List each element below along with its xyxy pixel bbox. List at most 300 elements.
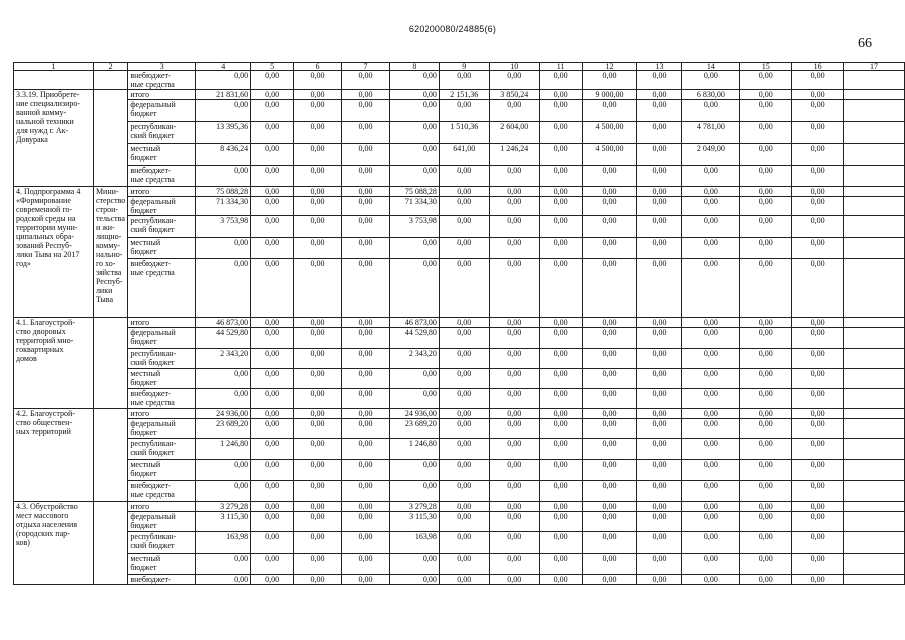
table-row bbox=[14, 328, 905, 349]
empty-cell bbox=[844, 554, 905, 575]
funding-source: республикан- ский бюджет bbox=[128, 439, 196, 460]
amount-cell: 0,00 bbox=[341, 439, 389, 460]
amount-cell: 0,00 bbox=[439, 216, 489, 238]
amount-cell: 0,00 bbox=[740, 166, 792, 187]
amount-cell: 0,00 bbox=[294, 318, 342, 328]
table-row bbox=[14, 481, 905, 502]
amount-cell: 0,00 bbox=[582, 197, 637, 216]
table-row bbox=[14, 389, 905, 409]
amount-cell: 3 279,28 bbox=[389, 502, 439, 512]
amount-cell: 0,00 bbox=[582, 512, 637, 532]
amount-cell: 0,00 bbox=[341, 349, 389, 369]
amount-cell: 0,00 bbox=[389, 144, 439, 166]
column-number-header: 1 bbox=[14, 63, 94, 71]
amount-cell: 0,00 bbox=[740, 349, 792, 369]
amount-cell: 0,00 bbox=[489, 439, 539, 460]
amount-cell: 0,00 bbox=[682, 439, 740, 460]
amount-cell: 4 500,00 bbox=[582, 144, 637, 166]
column-number-header: 6 bbox=[294, 63, 342, 71]
amount-cell: 0,00 bbox=[389, 122, 439, 144]
column-number-header: 10 bbox=[489, 63, 539, 71]
amount-cell: 0,00 bbox=[539, 409, 582, 419]
amount-cell: 0,00 bbox=[251, 144, 294, 166]
amount-cell: 0,00 bbox=[341, 90, 389, 100]
funding-source: внебюджет- ные средства bbox=[128, 481, 196, 502]
amount-cell: 0,00 bbox=[637, 369, 682, 389]
column-number-header: 17 bbox=[844, 63, 905, 71]
amount-cell: 2 343,20 bbox=[389, 349, 439, 369]
empty-cell bbox=[844, 71, 905, 90]
amount-cell: 0,00 bbox=[637, 122, 682, 144]
column-number-header: 11 bbox=[539, 63, 582, 71]
table-row bbox=[14, 439, 905, 460]
amount-cell: 0,00 bbox=[582, 328, 637, 349]
amount-cell: 0,00 bbox=[682, 197, 740, 216]
amount-cell: 0,00 bbox=[582, 439, 637, 460]
amount-cell: 0,00 bbox=[740, 122, 792, 144]
empty-cell bbox=[844, 187, 905, 197]
empty-cell bbox=[844, 512, 905, 532]
responsible-executor bbox=[93, 502, 127, 585]
amount-cell: 0,00 bbox=[582, 318, 637, 328]
amount-cell: 0,00 bbox=[439, 554, 489, 575]
amount-cell: 23 689,20 bbox=[196, 419, 251, 439]
amount-cell: 0,00 bbox=[792, 328, 844, 349]
amount-cell: 0,00 bbox=[489, 71, 539, 90]
column-number-header: 13 bbox=[637, 63, 682, 71]
amount-cell: 0,00 bbox=[740, 389, 792, 409]
amount-cell: 0,00 bbox=[539, 460, 582, 481]
amount-cell: 0,00 bbox=[637, 90, 682, 100]
amount-cell: 0,00 bbox=[251, 122, 294, 144]
amount-cell: 0,00 bbox=[539, 389, 582, 409]
responsible-executor bbox=[93, 318, 127, 409]
amount-cell: 0,00 bbox=[341, 460, 389, 481]
table-row bbox=[14, 575, 905, 585]
amount-cell: 0,00 bbox=[341, 100, 389, 122]
amount-cell: 0,00 bbox=[389, 481, 439, 502]
amount-cell: 0,00 bbox=[341, 197, 389, 216]
amount-cell: 75 088,28 bbox=[196, 187, 251, 197]
column-number-header: 16 bbox=[792, 63, 844, 71]
amount-cell: 0,00 bbox=[740, 187, 792, 197]
amount-cell: 0,00 bbox=[740, 259, 792, 318]
amount-cell: 0,00 bbox=[294, 100, 342, 122]
amount-cell: 0,00 bbox=[389, 238, 439, 259]
column-number-header: 8 bbox=[389, 63, 439, 71]
amount-cell: 0,00 bbox=[792, 318, 844, 328]
activity-name: 4. Подпрограмма 4 «Формирование современной го- родской среды на территории муни- ципальных обра- зований Респуб- лики Тыва на 2017 год» bbox=[14, 187, 94, 318]
amount-cell: 0,00 bbox=[637, 349, 682, 369]
funding-source: федеральный бюджет bbox=[128, 197, 196, 216]
amount-cell: 163,98 bbox=[196, 532, 251, 554]
amount-cell: 0,00 bbox=[637, 512, 682, 532]
amount-cell: 0,00 bbox=[682, 166, 740, 187]
amount-cell: 0,00 bbox=[489, 502, 539, 512]
column-number-header: 2 bbox=[93, 63, 127, 71]
amount-cell: 0,00 bbox=[637, 409, 682, 419]
table-row bbox=[14, 197, 905, 216]
column-number-header: 7 bbox=[341, 63, 389, 71]
amount-cell: 0,00 bbox=[740, 328, 792, 349]
amount-cell: 0,00 bbox=[539, 197, 582, 216]
amount-cell: 44 529,80 bbox=[196, 328, 251, 349]
amount-cell: 0,00 bbox=[489, 575, 539, 585]
empty-cell bbox=[844, 419, 905, 439]
funding-source: федеральный бюджет bbox=[128, 512, 196, 532]
amount-cell: 0,00 bbox=[539, 328, 582, 349]
amount-cell: 0,00 bbox=[341, 259, 389, 318]
amount-cell: 0,00 bbox=[682, 238, 740, 259]
column-number-header: 12 bbox=[582, 63, 637, 71]
amount-cell: 9 000,00 bbox=[582, 90, 637, 100]
amount-cell: 0,00 bbox=[341, 122, 389, 144]
table-row bbox=[14, 512, 905, 532]
amount-cell: 3 115,30 bbox=[196, 512, 251, 532]
amount-cell: 2 049,00 bbox=[682, 144, 740, 166]
funding-source: местный бюджет bbox=[128, 238, 196, 259]
amount-cell: 0,00 bbox=[582, 460, 637, 481]
funding-source: внебюджет- ные средства bbox=[128, 71, 196, 90]
amount-cell: 0,00 bbox=[740, 238, 792, 259]
amount-cell: 0,00 bbox=[682, 259, 740, 318]
amount-cell: 2 343,20 bbox=[196, 349, 251, 369]
empty-cell bbox=[844, 481, 905, 502]
empty-cell bbox=[844, 575, 905, 585]
amount-cell: 0,00 bbox=[341, 187, 389, 197]
amount-cell: 0,00 bbox=[792, 122, 844, 144]
activity-name: 4.2. Благоустрой- ство обществен- ных территорий bbox=[14, 409, 94, 502]
amount-cell: 0,00 bbox=[341, 144, 389, 166]
empty-cell bbox=[844, 144, 905, 166]
table-row bbox=[14, 216, 905, 238]
table-row bbox=[14, 259, 905, 318]
amount-cell: 0,00 bbox=[637, 389, 682, 409]
column-number-header: 4 bbox=[196, 63, 251, 71]
amount-cell: 0,00 bbox=[637, 419, 682, 439]
amount-cell: 0,00 bbox=[792, 71, 844, 90]
responsible-executor bbox=[93, 71, 127, 90]
funding-source: федеральный бюджет bbox=[128, 419, 196, 439]
amount-cell: 0,00 bbox=[582, 216, 637, 238]
column-number-row bbox=[14, 63, 905, 71]
funding-source: итого bbox=[128, 318, 196, 328]
funding-source: местный бюджет bbox=[128, 144, 196, 166]
amount-cell: 0,00 bbox=[389, 554, 439, 575]
table-row bbox=[14, 100, 905, 122]
funding-source: местный бюджет bbox=[128, 369, 196, 389]
amount-cell: 0,00 bbox=[341, 554, 389, 575]
funding-source: местный бюджет bbox=[128, 554, 196, 575]
amount-cell: 0,00 bbox=[439, 409, 489, 419]
amount-cell: 0,00 bbox=[682, 419, 740, 439]
amount-cell: 641,00 bbox=[439, 144, 489, 166]
column-number-header: 14 bbox=[682, 63, 740, 71]
amount-cell: 0,00 bbox=[196, 238, 251, 259]
table-row bbox=[14, 122, 905, 144]
amount-cell: 0,00 bbox=[792, 460, 844, 481]
amount-cell: 0,00 bbox=[582, 532, 637, 554]
amount-cell: 0,00 bbox=[489, 460, 539, 481]
empty-cell bbox=[844, 197, 905, 216]
amount-cell: 0,00 bbox=[682, 460, 740, 481]
funding-source: итого bbox=[128, 90, 196, 100]
amount-cell: 0,00 bbox=[196, 481, 251, 502]
amount-cell: 0,00 bbox=[740, 90, 792, 100]
amount-cell: 0,00 bbox=[251, 502, 294, 512]
amount-cell: 0,00 bbox=[682, 481, 740, 502]
amount-cell: 0,00 bbox=[740, 318, 792, 328]
empty-cell bbox=[844, 166, 905, 187]
amount-cell: 0,00 bbox=[489, 481, 539, 502]
amount-cell: 0,00 bbox=[389, 575, 439, 585]
amount-cell: 0,00 bbox=[196, 71, 251, 90]
amount-cell: 3 753,98 bbox=[389, 216, 439, 238]
amount-cell: 0,00 bbox=[489, 100, 539, 122]
amount-cell: 0,00 bbox=[294, 409, 342, 419]
amount-cell: 0,00 bbox=[740, 460, 792, 481]
amount-cell: 0,00 bbox=[489, 419, 539, 439]
amount-cell: 0,00 bbox=[637, 144, 682, 166]
amount-cell: 0,00 bbox=[251, 369, 294, 389]
amount-cell: 0,00 bbox=[637, 439, 682, 460]
amount-cell: 0,00 bbox=[740, 481, 792, 502]
responsible-executor: Мини- стерство строи- тельства и жи- лищно- комму- нально- го хо- зяйства Респуб- лики Тыва bbox=[93, 187, 127, 318]
table-row bbox=[14, 318, 905, 328]
amount-cell: 0,00 bbox=[582, 419, 637, 439]
amount-cell: 23 689,20 bbox=[389, 419, 439, 439]
amount-cell: 0,00 bbox=[489, 369, 539, 389]
amount-cell: 0,00 bbox=[294, 419, 342, 439]
amount-cell: 0,00 bbox=[682, 389, 740, 409]
amount-cell: 0,00 bbox=[792, 349, 844, 369]
amount-cell: 0,00 bbox=[294, 389, 342, 409]
empty-cell bbox=[844, 460, 905, 481]
amount-cell: 0,00 bbox=[341, 502, 389, 512]
amount-cell: 0,00 bbox=[196, 554, 251, 575]
amount-cell: 0,00 bbox=[341, 318, 389, 328]
amount-cell: 0,00 bbox=[341, 71, 389, 90]
budget-table bbox=[13, 62, 905, 585]
table-body bbox=[14, 71, 905, 585]
amount-cell: 0,00 bbox=[792, 512, 844, 532]
amount-cell: 0,00 bbox=[637, 318, 682, 328]
amount-cell: 0,00 bbox=[582, 554, 637, 575]
amount-cell: 0,00 bbox=[389, 100, 439, 122]
amount-cell: 0,00 bbox=[792, 187, 844, 197]
amount-cell: 0,00 bbox=[682, 349, 740, 369]
amount-cell: 0,00 bbox=[740, 575, 792, 585]
amount-cell: 4 781,00 bbox=[682, 122, 740, 144]
amount-cell: 0,00 bbox=[389, 259, 439, 318]
amount-cell: 0,00 bbox=[637, 100, 682, 122]
amount-cell: 0,00 bbox=[582, 349, 637, 369]
amount-cell: 6 830,00 bbox=[682, 90, 740, 100]
amount-cell: 2 151,36 bbox=[439, 90, 489, 100]
column-number-header: 15 bbox=[740, 63, 792, 71]
funding-source: итого bbox=[128, 409, 196, 419]
amount-cell: 0,00 bbox=[196, 575, 251, 585]
amount-cell: 0,00 bbox=[582, 166, 637, 187]
table-row bbox=[14, 144, 905, 166]
amount-cell: 0,00 bbox=[439, 71, 489, 90]
empty-cell bbox=[844, 328, 905, 349]
document-id: 620200080/24885(6) bbox=[408, 24, 497, 34]
amount-cell: 163,98 bbox=[389, 532, 439, 554]
amount-cell: 0,00 bbox=[341, 328, 389, 349]
amount-cell: 0,00 bbox=[489, 409, 539, 419]
amount-cell: 0,00 bbox=[539, 554, 582, 575]
amount-cell: 0,00 bbox=[682, 100, 740, 122]
amount-cell: 0,00 bbox=[439, 389, 489, 409]
amount-cell: 0,00 bbox=[740, 409, 792, 419]
amount-cell: 75 088,28 bbox=[389, 187, 439, 197]
amount-cell: 0,00 bbox=[582, 187, 637, 197]
amount-cell: 0,00 bbox=[341, 575, 389, 585]
amount-cell: 0,00 bbox=[682, 187, 740, 197]
amount-cell: 21 831,60 bbox=[196, 90, 251, 100]
amount-cell: 0,00 bbox=[792, 369, 844, 389]
amount-cell: 0,00 bbox=[582, 238, 637, 259]
funding-source: республикан- ский бюджет bbox=[128, 122, 196, 144]
amount-cell: 0,00 bbox=[251, 460, 294, 481]
responsible-executor bbox=[93, 90, 127, 187]
amount-cell: 0,00 bbox=[637, 187, 682, 197]
amount-cell: 3 753,98 bbox=[196, 216, 251, 238]
amount-cell: 0,00 bbox=[682, 71, 740, 90]
amount-cell: 71 334,30 bbox=[389, 197, 439, 216]
amount-cell: 0,00 bbox=[792, 216, 844, 238]
amount-cell: 0,00 bbox=[740, 439, 792, 460]
column-number-header: 5 bbox=[251, 63, 294, 71]
amount-cell: 0,00 bbox=[251, 512, 294, 532]
amount-cell: 0,00 bbox=[792, 238, 844, 259]
amount-cell: 46 873,00 bbox=[196, 318, 251, 328]
table-row bbox=[14, 554, 905, 575]
funding-source: федеральный бюджет bbox=[128, 328, 196, 349]
amount-cell: 0,00 bbox=[792, 419, 844, 439]
funding-source: внебюджет- bbox=[128, 575, 196, 585]
amount-cell: 0,00 bbox=[439, 532, 489, 554]
amount-cell: 0,00 bbox=[792, 197, 844, 216]
amount-cell: 0,00 bbox=[539, 259, 582, 318]
amount-cell: 0,00 bbox=[294, 502, 342, 512]
amount-cell: 0,00 bbox=[439, 259, 489, 318]
funding-source: итого bbox=[128, 187, 196, 197]
amount-cell: 0,00 bbox=[294, 197, 342, 216]
empty-cell bbox=[844, 389, 905, 409]
amount-cell: 0,00 bbox=[539, 238, 582, 259]
empty-cell bbox=[844, 532, 905, 554]
amount-cell: 0,00 bbox=[740, 532, 792, 554]
amount-cell: 0,00 bbox=[539, 122, 582, 144]
amount-cell: 1 246,80 bbox=[196, 439, 251, 460]
amount-cell: 13 395,36 bbox=[196, 122, 251, 144]
activity-name: 3.3.19. Приобрете- ние специализиро- ванной комму- нальной техники для нужд г. Ак- Довурака bbox=[14, 90, 94, 187]
amount-cell: 3 850,24 bbox=[489, 90, 539, 100]
amount-cell: 0,00 bbox=[539, 216, 582, 238]
amount-cell: 0,00 bbox=[341, 532, 389, 554]
amount-cell: 0,00 bbox=[196, 460, 251, 481]
amount-cell: 0,00 bbox=[582, 502, 637, 512]
amount-cell: 0,00 bbox=[251, 389, 294, 409]
amount-cell: 0,00 bbox=[251, 216, 294, 238]
amount-cell: 0,00 bbox=[439, 318, 489, 328]
amount-cell: 0,00 bbox=[539, 575, 582, 585]
table-row bbox=[14, 166, 905, 187]
amount-cell: 0,00 bbox=[792, 100, 844, 122]
amount-cell: 0,00 bbox=[294, 575, 342, 585]
amount-cell: 0,00 bbox=[637, 216, 682, 238]
amount-cell: 0,00 bbox=[637, 502, 682, 512]
amount-cell: 0,00 bbox=[792, 575, 844, 585]
activity-name: 4.1. Благоустрой- ство дворовых территорий мно- гоквартирных домов bbox=[14, 318, 94, 409]
amount-cell: 0,00 bbox=[489, 216, 539, 238]
funding-source: внебюджет- ные средства bbox=[128, 166, 196, 187]
empty-cell bbox=[844, 238, 905, 259]
amount-cell: 0,00 bbox=[792, 90, 844, 100]
amount-cell: 0,00 bbox=[341, 238, 389, 259]
amount-cell: 0,00 bbox=[294, 439, 342, 460]
amount-cell: 0,00 bbox=[439, 166, 489, 187]
column-number-header: 3 bbox=[128, 63, 196, 71]
amount-cell: 0,00 bbox=[439, 502, 489, 512]
amount-cell: 0,00 bbox=[582, 259, 637, 318]
amount-cell: 0,00 bbox=[341, 409, 389, 419]
amount-cell: 0,00 bbox=[637, 71, 682, 90]
amount-cell: 2 604,00 bbox=[489, 122, 539, 144]
table-row bbox=[14, 238, 905, 259]
page-number: 66 bbox=[858, 36, 872, 51]
amount-cell: 24 936,00 bbox=[196, 409, 251, 419]
amount-cell: 0,00 bbox=[489, 554, 539, 575]
amount-cell: 0,00 bbox=[792, 166, 844, 187]
amount-cell: 0,00 bbox=[294, 259, 342, 318]
amount-cell: 0,00 bbox=[439, 512, 489, 532]
amount-cell: 0,00 bbox=[792, 532, 844, 554]
amount-cell: 0,00 bbox=[740, 419, 792, 439]
amount-cell: 0,00 bbox=[251, 554, 294, 575]
amount-cell: 0,00 bbox=[439, 238, 489, 259]
table-row bbox=[14, 409, 905, 419]
amount-cell: 0,00 bbox=[439, 100, 489, 122]
table-row bbox=[14, 349, 905, 369]
amount-cell: 0,00 bbox=[792, 259, 844, 318]
amount-cell: 0,00 bbox=[489, 166, 539, 187]
amount-cell: 0,00 bbox=[539, 502, 582, 512]
amount-cell: 0,00 bbox=[637, 259, 682, 318]
table-row bbox=[14, 532, 905, 554]
amount-cell: 0,00 bbox=[682, 502, 740, 512]
amount-cell: 0,00 bbox=[740, 502, 792, 512]
amount-cell: 0,00 bbox=[439, 328, 489, 349]
table-row bbox=[14, 460, 905, 481]
amount-cell: 0,00 bbox=[489, 318, 539, 328]
amount-cell: 0,00 bbox=[389, 71, 439, 90]
amount-cell: 0,00 bbox=[251, 481, 294, 502]
amount-cell: 0,00 bbox=[439, 349, 489, 369]
amount-cell: 0,00 bbox=[582, 369, 637, 389]
amount-cell: 0,00 bbox=[539, 187, 582, 197]
funding-source: внебюджет- ные средства bbox=[128, 389, 196, 409]
amount-cell: 0,00 bbox=[582, 71, 637, 90]
amount-cell: 0,00 bbox=[539, 439, 582, 460]
amount-cell: 0,00 bbox=[341, 419, 389, 439]
empty-cell bbox=[844, 122, 905, 144]
amount-cell: 0,00 bbox=[489, 328, 539, 349]
amount-cell: 0,00 bbox=[682, 554, 740, 575]
amount-cell: 8 436,24 bbox=[196, 144, 251, 166]
